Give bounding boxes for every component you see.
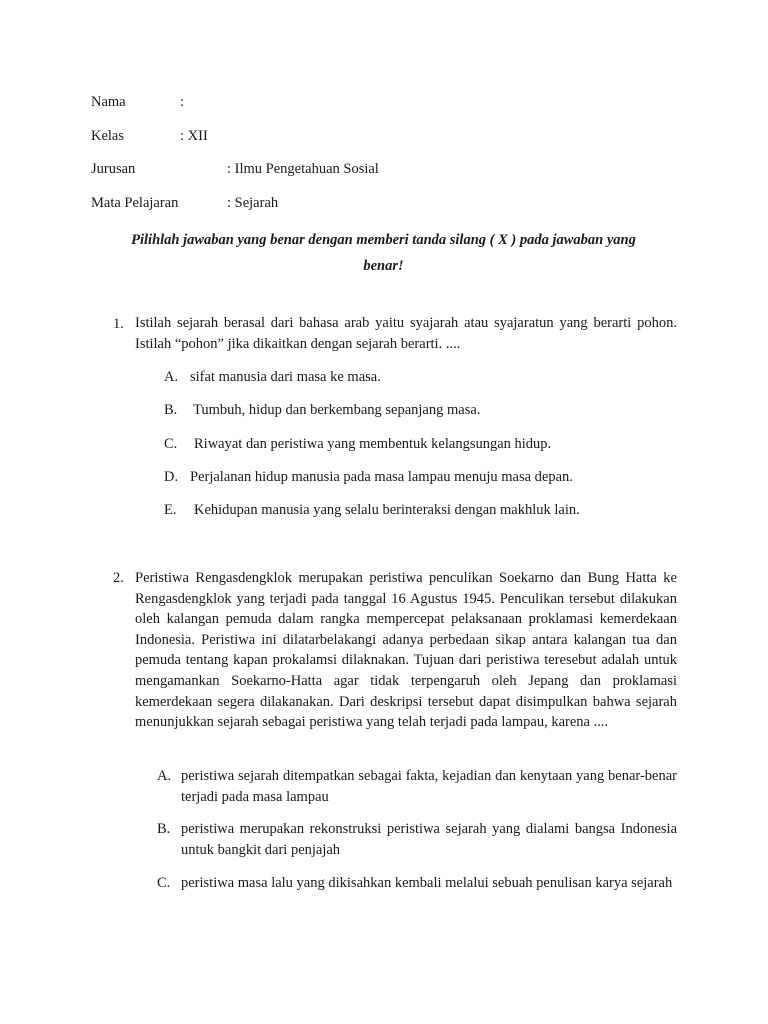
field-label: Mata Pelajaran: [91, 195, 179, 211]
question-text: [135, 313, 677, 354]
question-number: 2.: [113, 570, 124, 586]
question-number: 1.: [113, 316, 124, 332]
field-value: : XII: [180, 128, 208, 144]
question-text: Peristiwa Rengasdengklok merupakan peristiwa penculikan Soekarno dan Bung Hatta ke Rengasdengklok yang terjadi pada tanggal 16 Agustus 1945. Penculikan tersebut dilakukan oleh kalangan pemuda dalam rangka mempercepat pelaksanaan proklamasi kemerdekaan Indonesia. Peristiwa ini dilatarbelakangi adanya perbedaan sikap antara kalangan tua dan pemuda tentang kapan prokalamsi dilaknakan. Tujuan dari peristiwa teresebut adalah untuk mengamankan Soekarno-Hatta agar tidak terpengaruh oleh Jepang dan proklamasi kemerdekaan segera dilakanakan. Dari deskripsi tersebut dapat disimpulkan bahwa sejarah menunjukkan sejarah sebagai peristiwa yang telah terjadi pada lampau, karena ....: [135, 570, 677, 731]
instruction: [91, 227, 676, 279]
option-letter: B.: [157, 821, 171, 837]
option-letter: C.: [164, 436, 178, 452]
option-text: peristiwa sejarah ditempatkan sebagai fakta, kejadian dan kenytaan yang benar-benar terjadi pada masa lampau: [181, 768, 677, 805]
option-letter: B.: [164, 402, 178, 418]
option-text: Tumbuh, hidup dan berkembang sepanjang masa.: [193, 402, 481, 418]
option-letter: C.: [157, 875, 171, 891]
option-text: Riwayat dan peristiwa yang membentuk kelangsungan hidup.: [194, 436, 552, 452]
option-letter: A.: [157, 768, 172, 784]
option-letter: A.: [164, 369, 179, 385]
field-value: : Sejarah: [227, 195, 279, 211]
option-d[interactable]: [164, 467, 573, 487]
option-text: Perjalanan hidup manusia pada masa lampau menuju masa depan.: [190, 469, 573, 485]
instruction-line: benar!: [363, 258, 404, 274]
option-text: sifat manusia dari masa ke masa.: [190, 369, 381, 385]
question-line: Istilah sejarah berasal dari bahasa arab yaitu syajarah atau syajaratun yang berarti pohon.: [135, 315, 677, 331]
field-label: Kelas: [91, 128, 125, 144]
option-a[interactable]: [164, 367, 381, 387]
question-line: Istilah “pohon” jika dikaitkan dengan sejarah berarti. ....: [135, 335, 461, 352]
field-label: Jurusan: [91, 161, 136, 177]
field-value: :: [180, 94, 185, 110]
instruction-line: Pilihlah jawaban yang benar dengan memberi tanda silang ( X ) pada jawaban yang: [131, 232, 636, 248]
field-label: Nama: [91, 94, 126, 110]
option-text: peristiwa masa lalu yang dikisahkan kembali melalui sebuah penulisan karya sejarah: [181, 875, 673, 891]
option-c[interactable]: [164, 434, 551, 454]
option-text: Kehidupan manusia yang selalu berinteraksi dengan makhluk lain.: [194, 502, 580, 518]
field-value: : Ilmu Pengetahuan Sosial: [227, 161, 379, 177]
option-text: peristiwa merupakan rekonstruksi peristiwa sejarah yang dialami bangsa Indonesia untuk bangkit dari penjajah: [181, 821, 677, 858]
option-letter: D.: [164, 469, 179, 485]
option-letter: E.: [164, 502, 177, 518]
option-e[interactable]: [164, 500, 580, 520]
option-b[interactable]: [164, 400, 480, 420]
